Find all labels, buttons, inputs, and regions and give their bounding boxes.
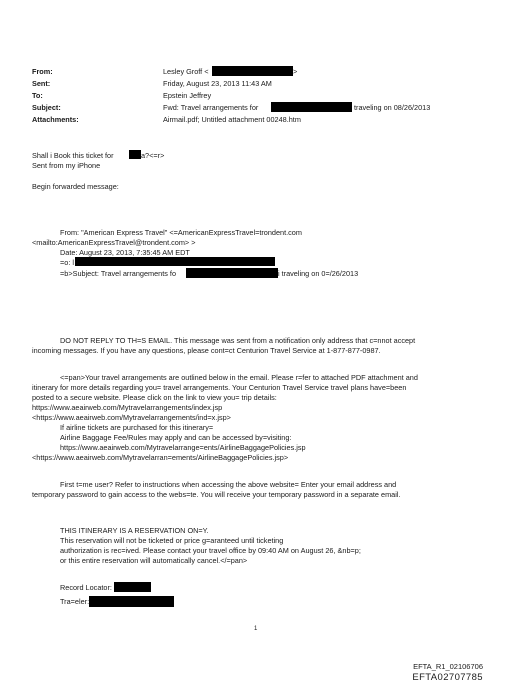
body-line: posted to a secure website. Please click on the link to view you= trip details: — [32, 393, 277, 402]
redaction-block — [186, 268, 278, 278]
body-line: itinerary for more details regarding you= travel arrangements. Your Centurion Travel Service travel plans have=been — [32, 383, 407, 392]
fwd-date-line: Date: August 23, 2013, 7:35:45 AM EDT — [60, 248, 190, 257]
attachments-label: Attachments: — [32, 115, 79, 124]
fwd-subject-tail: i traveling on 0=/26/2013 — [278, 269, 359, 278]
itinerary-link[interactable]: <https://www.aeairweb.com/Mytravelarrangements/ind=x.jsp> — [32, 413, 231, 422]
sent-value: Friday, August 23, 2013 11:43 AM — [163, 79, 272, 88]
subject-tail: traveling on 08/26/2013 — [354, 103, 431, 112]
footer-id-1: EFTA_R1_02106706 — [413, 662, 483, 671]
reservation-line: This reservation will not be ticketed or price g=aranteed until ticketing — [60, 536, 284, 545]
body-line: <=pan>Your travel arrangements are outlined below in the email. Please r=fer to attached PDF attachment and — [60, 373, 418, 382]
redaction-block — [271, 102, 352, 112]
body-line: Airline Baggage Fee/Rules may apply and can be accessed by=visiting: — [60, 433, 292, 442]
notice-line: DO NOT REPLY TO TH=S EMAIL. This message was sent from a notification only address that c=nnot accept — [60, 336, 416, 345]
intro-line-tail: a?<=r> — [141, 151, 165, 160]
from-label: From: — [32, 67, 53, 76]
from-value: Lesley Groff < — [163, 67, 209, 76]
traveler-label: Tra=eler: — [60, 597, 90, 606]
fwd-mailto-line: <mailto:AmericanExpressTravel@trondent.com> > — [32, 238, 196, 247]
notice-line: incoming messages. If you have any questions, please cont=ct Centurion Travel Service at 1-877-877-0987. — [32, 346, 381, 355]
sent-from-iphone: Sent from my iPhone — [32, 161, 101, 170]
first-time-line: temporary password to gain access to the webs=te. You will receive your temporary password in a separate email. — [32, 490, 401, 499]
itinerary-link[interactable]: https://www.aeairweb.com/Mytravelarrangements/index.jsp — [32, 403, 223, 412]
footer-id-2: EFTA02707785 — [412, 672, 483, 683]
fwd-from-line: From: "American Express Travel" <=AmericanExpressTravel=trondent.com — [60, 228, 302, 237]
redaction-block — [212, 66, 293, 76]
intro-line: Shall i Book this ticket for — [32, 151, 114, 160]
redaction-block — [75, 257, 275, 266]
from-value-tail: > — [293, 67, 298, 76]
redaction-block — [114, 582, 151, 592]
begin-forwarded: Begin forwarded message: — [32, 182, 119, 191]
baggage-link[interactable]: https://www.aeairweb.com/Mytravelarrange=ents/AirlineBaggagePolicies.jsp — [60, 443, 306, 452]
first-time-line: First t=me user? Refer to instructions when accessing the above website= Enter your email address and — [60, 480, 397, 489]
subject-label: Subject: — [32, 103, 61, 112]
reservation-line: authorization is rec=ived. Please contact your travel office by 09:40 AM on August 26, &nb=p; — [60, 546, 361, 555]
baggage-link[interactable]: <https://www.aeairweb.com/Mytravelarran=ements/AirlineBaggagePolicies.jsp> — [32, 453, 289, 462]
page-number: 1 — [254, 626, 258, 632]
attachments-value: Airmail.pdf; Untitled attachment 00248.htm — [163, 115, 301, 124]
redaction-block — [89, 596, 174, 607]
subject-value: Fwd: Travel arrangements for — [163, 103, 259, 112]
reservation-line: or this entire reservation will automatically cancel.</=pan> — [60, 556, 248, 565]
body-line: If airline tickets are purchased for this itinerary= — [60, 423, 214, 432]
redaction-block — [129, 150, 141, 159]
to-label: To: — [32, 91, 43, 100]
fwd-to-line: =o: l — [60, 258, 74, 267]
fwd-subject-line: =b>Subject: Travel arrangements fo — [60, 269, 177, 278]
record-locator-label: Record Locator: — [60, 583, 112, 592]
sent-label: Sent: — [32, 79, 51, 88]
reservation-line: THIS ITINERARY IS A RESERVATION ON=Y. — [60, 526, 209, 535]
to-value: Epstein Jeffrey — [163, 91, 212, 100]
